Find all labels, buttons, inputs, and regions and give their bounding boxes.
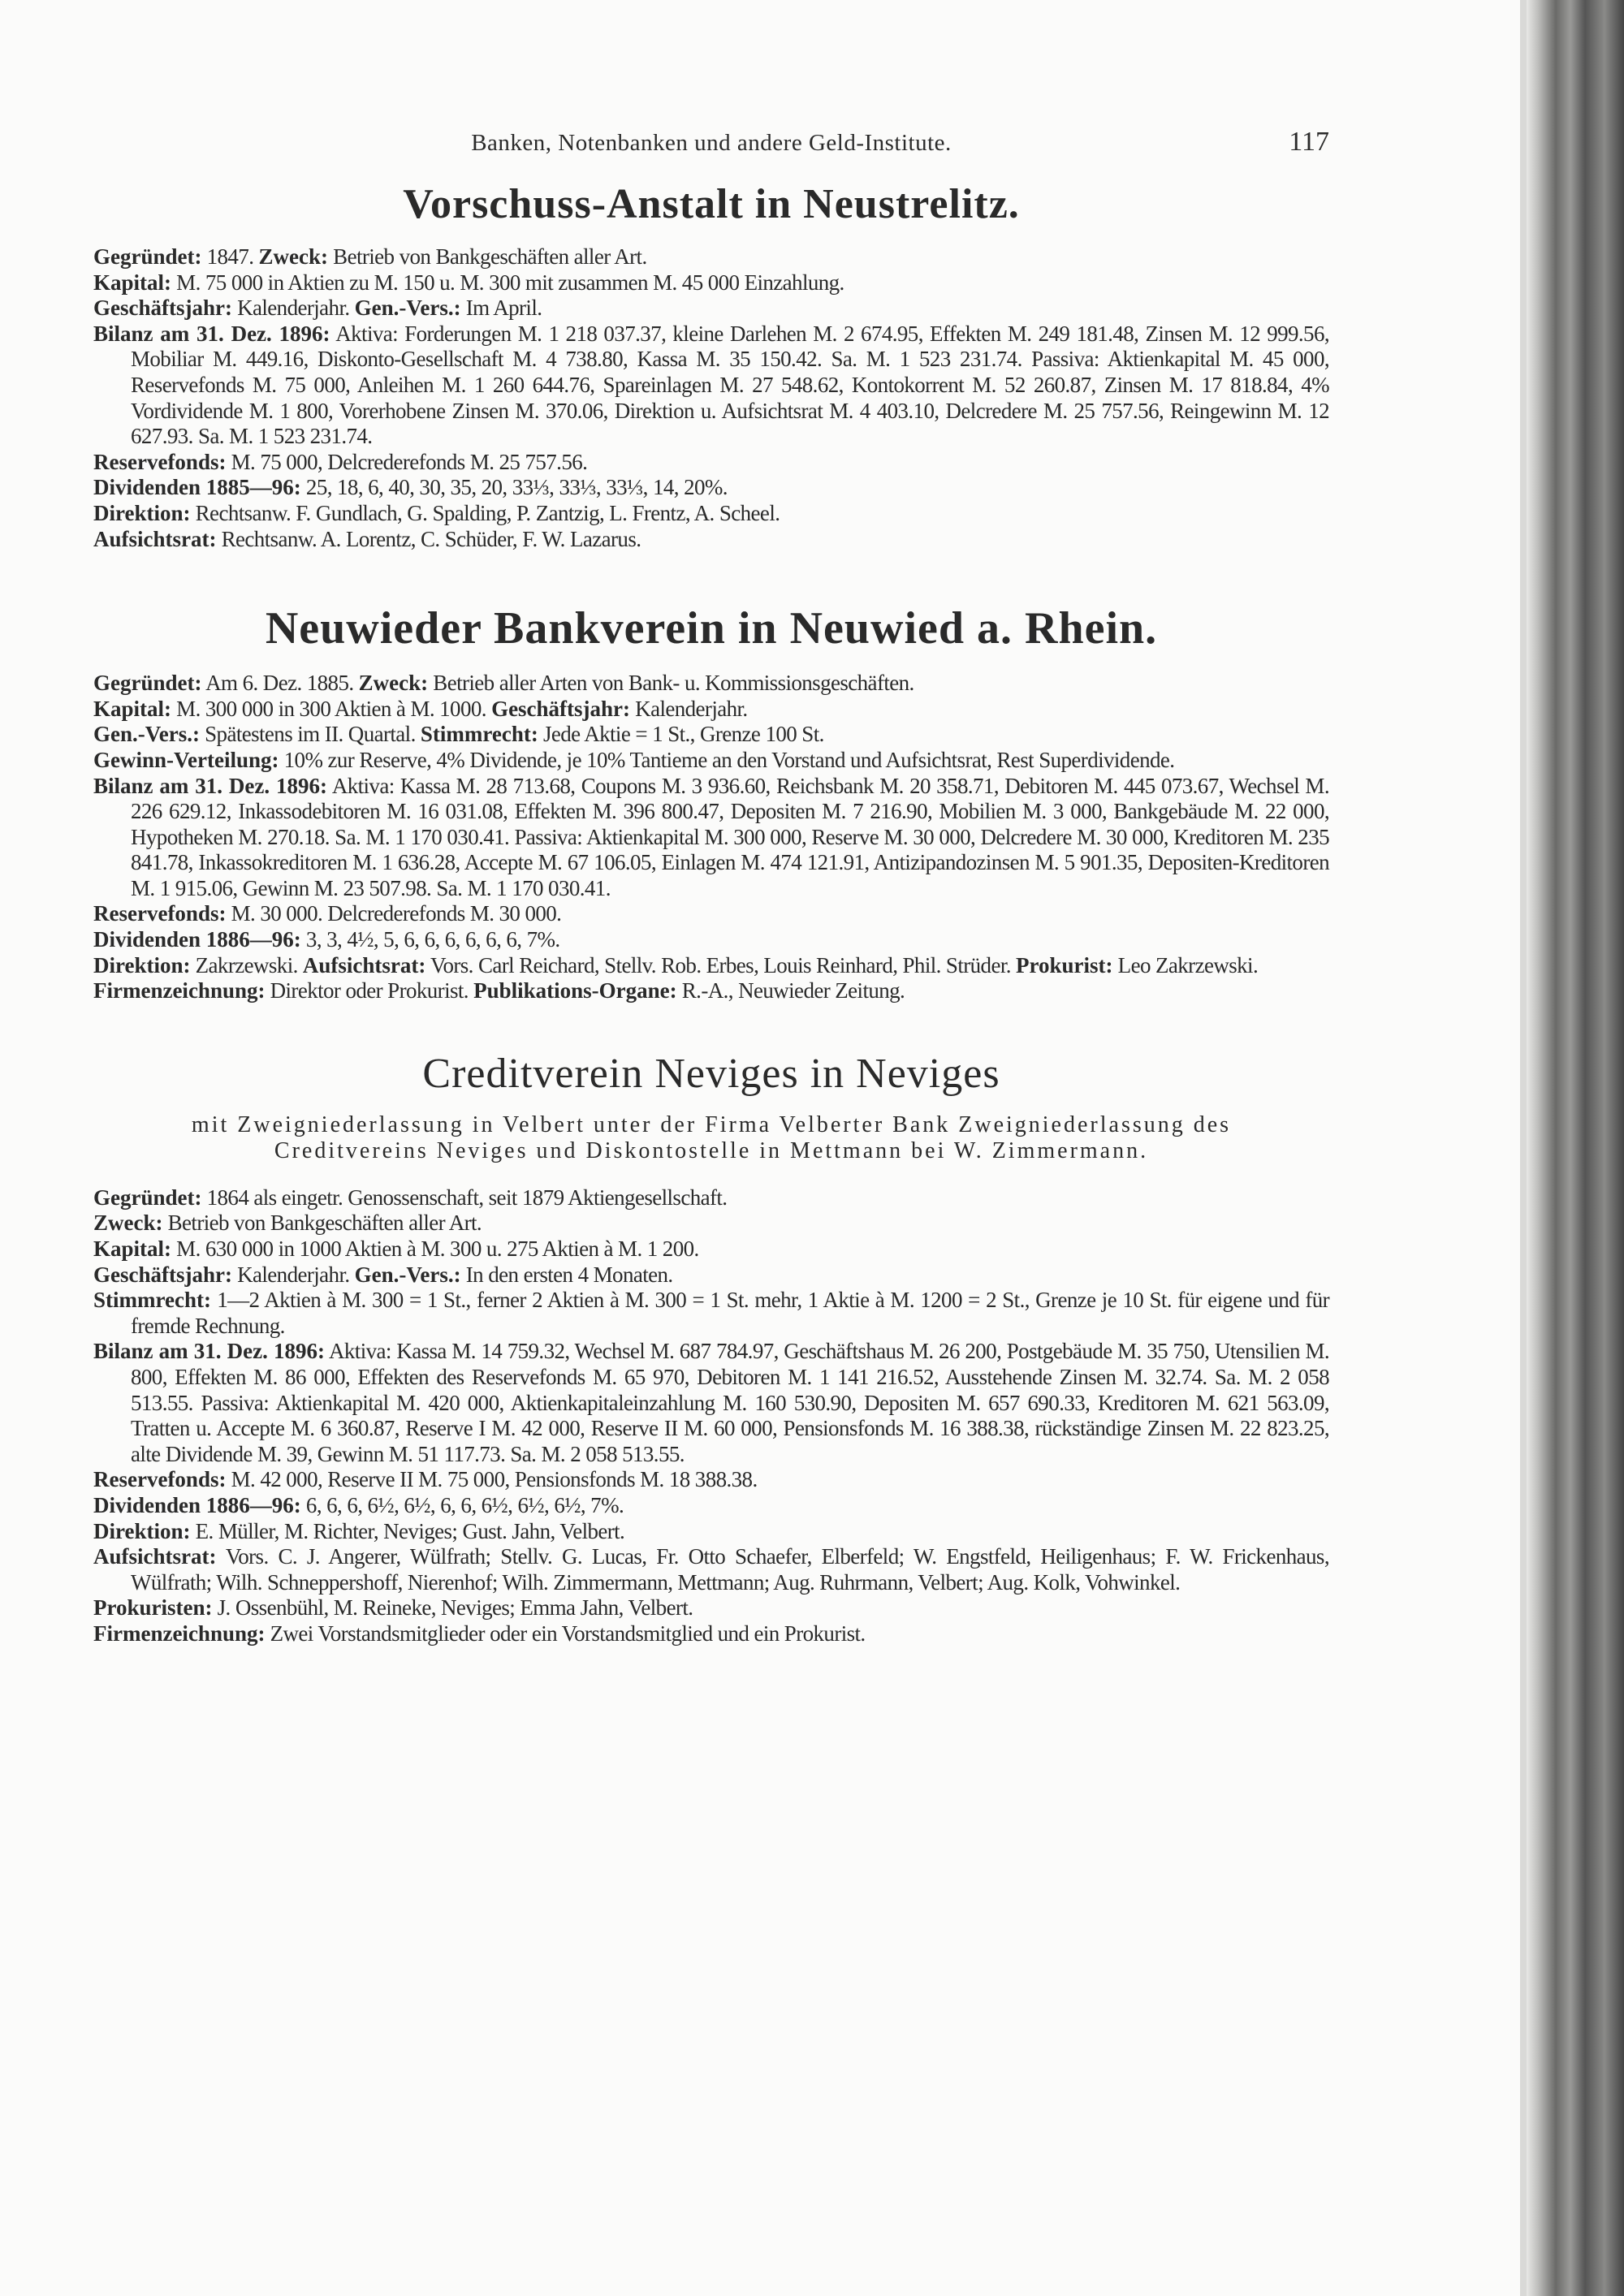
- entry-text: Betrieb aller Arten von Bank- u. Kommissionsgeschäften.: [428, 671, 914, 696]
- entry-label: Publikations-Organe:: [473, 978, 677, 1003]
- entry-label: Geschäftsjahr:: [93, 296, 232, 321]
- company-section: [93, 180, 1329, 552]
- entry-label: Reservefonds:: [93, 1467, 227, 1492]
- entry-text: 1847.: [201, 244, 259, 269]
- entry-text: M. 75 000, Delcrederefonds M. 25 757.56.: [226, 449, 588, 474]
- entry-paragraph: [93, 1621, 1329, 1647]
- sections-container: [93, 180, 1329, 1647]
- company-subtitle: mit Zweigniederlassung in Velbert unter der Firma Velberter Bank Zweigniederlassung des Creditvereins Neviges und Diskontostelle in Mettmann bei W. Zimmermann.: [191, 1111, 1232, 1163]
- entry-text: 3, 3, 4½, 5, 6, 6, 6, 6, 6, 6, 7%.: [300, 927, 560, 952]
- entry-text: 25, 18, 6, 40, 30, 35, 20, 33⅓, 33⅓, 33⅓, 14, 20%.: [300, 475, 728, 500]
- entry-label: Firmenzeichnung:: [93, 1621, 266, 1646]
- entry-label: Kapital:: [93, 1236, 172, 1262]
- entry-label: Stimmrecht:: [93, 1288, 211, 1313]
- page-number: 117: [1289, 127, 1329, 157]
- entry-paragraph: [93, 296, 1329, 322]
- entry-text: Im April.: [460, 296, 542, 321]
- entry-paragraph: [93, 527, 1329, 553]
- entry-paragraph: [93, 1236, 1329, 1262]
- entry-paragraph: [93, 953, 1329, 979]
- entry-label: Dividenden 1885—96:: [93, 475, 301, 500]
- entry-text: Am 6. Dez. 1885.: [201, 671, 359, 696]
- entry-paragraph: [93, 322, 1329, 450]
- entry-label: Gen.-Vers.:: [354, 1262, 461, 1287]
- entry-label: Prokuristen:: [93, 1595, 213, 1621]
- entry-text: R.-A., Neuwieder Zeitung.: [676, 978, 905, 1003]
- entry-paragraph: [93, 722, 1329, 748]
- entry-text: M. 630 000 in 1000 Aktien à M. 300 u. 275 Aktien à M. 1 200.: [171, 1236, 699, 1262]
- entry-paragraph: [93, 450, 1329, 476]
- entry-paragraph: [93, 1467, 1329, 1493]
- entry-label: Direktion:: [93, 1518, 191, 1543]
- entry-text: E. Müller, M. Richter, Neviges; Gust. Jahn, Velbert.: [190, 1518, 625, 1543]
- entry-paragraph: [93, 774, 1329, 902]
- running-header: [93, 127, 1329, 166]
- entry-paragraph: [93, 1185, 1329, 1211]
- company-section: [93, 602, 1329, 1004]
- entry-text: M. 30 000. Delcrederefonds M. 30 000.: [226, 901, 562, 926]
- entry-label: Stimmrecht:: [420, 722, 538, 747]
- page-gutter-shadow: [1520, 0, 1527, 2296]
- entry-paragraph: [93, 1544, 1329, 1595]
- entry-paragraph: [93, 1262, 1329, 1288]
- entry-label: Firmenzeichnung:: [93, 978, 266, 1003]
- running-header-title: Banken, Notenbanken und andere Geld-Institute.: [471, 130, 952, 156]
- entry-paragraph: [93, 748, 1329, 774]
- entry-text: Aktiva: Kassa M. 14 759.32, Wechsel M. 687 784.97, Geschäftshaus M. 26 200, Postgebäude M. 35 750, Utensilien M. 800, Effekten M. 86 000, Effekten des Reservefonds M. 65 970, Debitoren M. 1 141 216.52, Ausstehende Zinsen M. 32.74. Sa. M. 2 058 513.55. Passiva: Aktienkapital M. 420 000, Aktienkapitaleinzahlung M. 160 530.90, Depositen M. 657 690.33, Kreditoren M. 621 563.09, Tratten u. Accepte M. 6 360.87, Reserve I M. 42 000, Reserve II M. 60 000, Pensionsfonds M. 16 388.38, rückständige Zinsen M. 22 823.25, alte Dividende M. 39, Gewinn M. 51 117.73. Sa. M. 2 058 513.55.: [131, 1339, 1329, 1466]
- company-title: Creditverein Neviges in Neviges: [422, 1050, 1000, 1097]
- entry-label: Bilanz am 31. Dez. 1896:: [93, 773, 328, 798]
- entry-label: Aufsichtsrat:: [302, 952, 426, 978]
- entry-label: Dividenden 1886—96:: [93, 1492, 301, 1517]
- entry-text: Betrieb von Bankgeschäften aller Art.: [162, 1211, 482, 1236]
- entry-text: J. Ossenbühl, M. Reineke, Neviges; Emma Jahn, Velbert.: [212, 1595, 693, 1621]
- entry-paragraph: [93, 1595, 1329, 1621]
- entry-label: Geschäftsjahr:: [93, 1262, 232, 1287]
- entry-text: In den ersten 4 Monaten.: [460, 1262, 673, 1287]
- entry-text: Direktor oder Prokurist.: [265, 978, 474, 1003]
- entry-text: Vors. Carl Reichard, Stellv. Rob. Erbes, Louis Reinhard, Phil. Strüder.: [425, 952, 1017, 978]
- entry-label: Prokurist:: [1016, 952, 1113, 978]
- entry-text: Rechtsanw. F. Gundlach, G. Spalding, P. Zantzig, L. Frentz, A. Scheel.: [190, 500, 780, 525]
- entry-label: Direktion:: [93, 500, 191, 525]
- entry-text: Leo Zakrzewski.: [1112, 952, 1259, 978]
- entry-text: M. 42 000, Reserve II M. 75 000, Pensionsfonds M. 18 388.38.: [226, 1467, 758, 1492]
- entry-paragraph: [93, 901, 1329, 927]
- entry-text: Vors. C. J. Angerer, Wülfrath; Stellv. G. Lucas, Fr. Otto Schaefer, Elberfeld; W. Engstfeld, Heiligenhaus; F. W. Frickenhaus, Wülfrath; Wilh. Schneppershoff, Nierenhof; Wilh. Zimmermann, Mettmann; Aug. Ruhrmann, Velbert; Aug. Kolk, Vohwinkel.: [131, 1544, 1329, 1595]
- company-section: [93, 1050, 1329, 1647]
- entry-text: 1864 als eingetr. Genossenschaft, seit 1879 Aktiengesellschaft.: [201, 1185, 728, 1210]
- entry-paragraph: [93, 697, 1329, 723]
- entry-paragraph: [93, 501, 1329, 527]
- entry-label: Gegründet:: [93, 244, 202, 269]
- entry-label: Direktion:: [93, 952, 191, 978]
- entry-text: Betrieb von Bankgeschäften aller Art.: [328, 244, 647, 269]
- entry-paragraph: [93, 475, 1329, 501]
- entry-text: Rechtsanw. A. Lorentz, C. Schüder, F. W. Lazarus.: [216, 526, 641, 551]
- entry-text: Kalenderjahr.: [231, 296, 355, 321]
- book-page-edges: [1527, 0, 1624, 2296]
- document-page: [93, 127, 1330, 1647]
- entry-text: Aktiva: Kassa M. 28 713.68, Coupons M. 3 936.60, Reichsbank M. 20 358.71, Debitoren M. 445 073.67, Wechsel M. 226 629.12, Inkassodebitoren M. 16 031.08, Effekten M. 396 800.47, Depositen M. 7 216.90, Mobilien M. 3 000, Bankgebäude M. 22 000, Hypotheken M. 270.18. Sa. M. 1 170 030.41. Passiva: Aktienkapital M. 300 000, Reserve M. 30 000, Delcredere M. 30 000, Kreditoren M. 235 841.78, Inkassokreditoren M. 1 636.28, Accepte M. 67 106.05, Einlagen M. 474 121.91, Antizipandozinsen M. 5 901.35, Depositen-Kreditoren M. 1 915.06, Gewinn M. 23 507.98. Sa. M. 1 170 030.41.: [131, 773, 1329, 900]
- entry-paragraph: [93, 927, 1329, 953]
- entry-label: Gewinn-Verteilung:: [93, 747, 279, 772]
- entry-text: Aktiva: Forderungen M. 1 218 037.37, kleine Darlehen M. 2 674.95, Effekten M. 249 181.48, Zinsen M. 12 999.56, Mobiliar M. 449.16, Diskonto-Gesellschaft M. 4 738.80, Kassa M. 35 150.42. Sa. M. 1 523 231.74. Passiva: Aktienkapital M. 45 000, Reservefonds M. 75 000, Anleihen M. 1 260 644.76, Spareinlagen M. 27 548.62, Kontokorrent M. 52 260.87, Zinsen M. 17 818.84, 4% Vordividende M. 1 800, Vorerhobene Zinsen M. 370.06, Direktion u. Aufsichtsrat M. 4 403.10, Delcredere M. 25 757.56, Reingewinn M. 12 627.93. Sa. M. 1 523 231.74.: [131, 321, 1330, 449]
- entry-paragraph: [93, 1288, 1329, 1339]
- entry-text: Kalenderjahr.: [630, 696, 748, 721]
- entry-label: Kapital:: [93, 696, 172, 721]
- entry-text: M. 300 000 in 300 Aktien à M. 1000.: [171, 696, 492, 721]
- entry-label: Gen.-Vers.:: [354, 296, 461, 321]
- entry-text: 1—2 Aktien à M. 300 = 1 St., ferner 2 Aktien à M. 300 = 1 St. mehr, 1 Aktie à M. 1200 = 2 St., Grenze je 10 St. für eigene und für fremde Rechnung.: [131, 1288, 1329, 1338]
- entry-label: Gegründet:: [93, 671, 202, 696]
- entry-label: Gegründet:: [93, 1185, 202, 1210]
- entry-label: Zweck:: [358, 671, 429, 696]
- entry-paragraph: [93, 1519, 1329, 1545]
- entry-text: Zwei Vorstandsmitglieder oder ein Vorstandsmitglied und ein Prokurist.: [265, 1621, 866, 1646]
- entry-paragraph: [93, 244, 1329, 270]
- entry-text: 6, 6, 6, 6½, 6½, 6, 6, 6½, 6½, 6½, 7%.: [300, 1492, 624, 1517]
- entry-text: 10% zur Reserve, 4% Dividende, je 10% Tantieme an den Vorstand und Aufsichtsrat, Rest Superdividende.: [279, 747, 1175, 772]
- entry-label: Geschäftsjahr:: [491, 696, 631, 721]
- entry-label: Zweck:: [258, 244, 329, 269]
- entry-label: Zweck:: [93, 1211, 163, 1236]
- entry-text: Jede Aktie = 1 St., Grenze 100 St.: [538, 722, 824, 747]
- entry-paragraph: [93, 978, 1329, 1004]
- entry-paragraph: [93, 270, 1329, 296]
- entry-label: Kapital:: [93, 270, 172, 295]
- entry-text: Kalenderjahr.: [231, 1262, 355, 1287]
- entry-label: Dividenden 1886—96:: [93, 927, 301, 952]
- entry-text: Spätestens im II. Quartal.: [199, 722, 421, 747]
- entry-label: Aufsichtsrat:: [93, 526, 217, 551]
- entry-paragraph: [93, 1211, 1329, 1236]
- entry-label: Bilanz am 31. Dez. 1896:: [93, 321, 330, 346]
- entry-text: Zakrzewski.: [190, 952, 303, 978]
- entry-text: M. 75 000 in Aktien zu M. 150 u. M. 300 mit zusammen M. 45 000 Einzahlung.: [171, 270, 844, 295]
- entry-label: Bilanz am 31. Dez. 1896:: [93, 1339, 325, 1364]
- entry-label: Gen.-Vers.:: [93, 722, 200, 747]
- entry-paragraph: [93, 1493, 1329, 1519]
- entry-paragraph: [93, 671, 1329, 697]
- entry-paragraph: [93, 1339, 1329, 1467]
- company-title: Vorschuss-Anstalt in Neustrelitz.: [403, 181, 1020, 227]
- entry-label: Reservefonds:: [93, 901, 227, 926]
- entry-label: Reservefonds:: [93, 449, 227, 474]
- entry-label: Aufsichtsrat:: [93, 1544, 217, 1569]
- company-title: Neuwieder Bankverein in Neuwied a. Rhein.: [265, 603, 1158, 654]
